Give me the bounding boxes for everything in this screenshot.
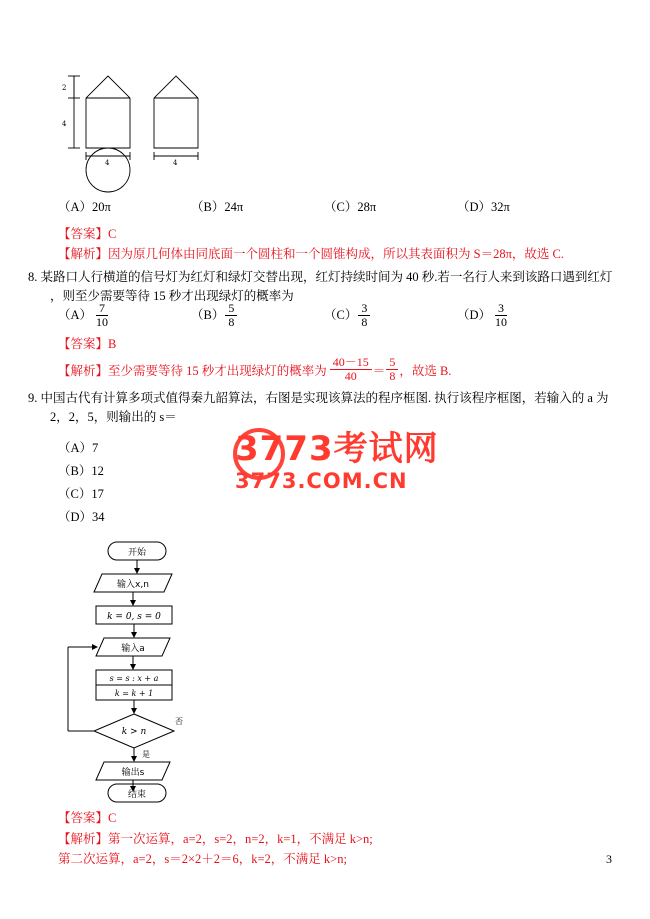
q8-option-c-fraction: $\frac{3}{8}$ <box>358 302 370 328</box>
q8-option-b-label: （B） <box>191 307 225 322</box>
q8-analysis <box>58 357 598 383</box>
q7-option-c[interactable] <box>324 198 457 217</box>
q9-answer <box>58 808 116 826</box>
q9-answer-tag: 【答案】 <box>58 811 109 825</box>
q7-option-d-label: （D） <box>457 200 492 214</box>
q8-answer <box>58 334 116 352</box>
q7-option-a-value: 20π <box>92 200 111 214</box>
q8-number: 8. <box>28 270 38 284</box>
q7-analysis-tag: 【解析】 <box>58 247 109 261</box>
q8-option-b-fraction: $\frac{5}{8}$ <box>225 302 237 328</box>
q8-stem <box>28 268 620 307</box>
watermark-main-text: 3773考试网 <box>235 429 439 469</box>
q8-option-a[interactable] <box>58 303 191 329</box>
q8-analysis-pre: 至少需要等待 15 秒才出现绿灯的概率为 <box>108 364 327 379</box>
q7-option-b[interactable] <box>191 198 324 217</box>
q9-options <box>58 437 105 530</box>
q8-option-a-label: （A） <box>58 307 93 322</box>
q9-analysis-text1: 第一次运算，a=2，s=2，n=2，k=1，不满足 k>n; <box>108 832 373 846</box>
q7-option-a-label: （A） <box>58 200 93 214</box>
watermark-sub-text: 3773.COM.CN <box>235 469 408 493</box>
q8-option-d-fraction: $\frac{3}{10}$ <box>495 301 508 329</box>
svg-text:结束: 结束 <box>127 790 147 800</box>
svg-text:是: 是 <box>142 750 150 759</box>
svg-text:输入x,n: 输入x,n <box>117 580 149 590</box>
q9-option-b[interactable]: （B）12 <box>58 464 104 479</box>
q8-text: 某路口人行横道的信号灯为红灯和绿灯交替出现，红灯持续时间为 40 秒.若一名行人来到该路口遇到红灯 ，则至少需要等待 15 秒才出现绿灯的概率为 <box>40 270 613 304</box>
q9-stem <box>28 389 625 428</box>
q8-option-c[interactable] <box>324 303 457 329</box>
q8-analysis-fraction-2: $\frac{5}{8}$ <box>386 356 398 382</box>
cylinder-cone-solid-diagram <box>58 70 228 195</box>
q8-options <box>58 303 598 329</box>
q9-option-a[interactable]: （A）7 <box>58 441 99 455</box>
q7-answer <box>58 224 116 242</box>
q7-option-d[interactable] <box>457 198 590 217</box>
q7-analysis <box>58 244 598 262</box>
q7-option-b-value: 24π <box>224 200 244 214</box>
q7-option-a[interactable] <box>58 198 191 217</box>
svg-text:2: 2 <box>62 84 67 92</box>
q8-option-a-fraction: $\frac{7}{10}$ <box>96 301 109 329</box>
q7-answer-value: C <box>108 227 117 241</box>
svg-text:开始: 开始 <box>127 548 147 558</box>
q8-analysis-fraction-1: $\frac{40-15}{40}$ <box>330 356 372 382</box>
q8-analysis-tag: 【解析】 <box>58 364 109 379</box>
q9-analysis-line1 <box>58 829 598 847</box>
svg-text:k = 0, s = 0: k = 0, s = 0 <box>107 612 161 622</box>
q8-option-c-label: （C） <box>324 307 358 322</box>
q8-analysis-equals: ＝ <box>372 364 386 379</box>
page-number: 3 <box>606 852 612 866</box>
q8-option-b[interactable] <box>191 303 324 329</box>
q7-option-b-label: （B） <box>191 200 225 214</box>
q9-answer-value: C <box>108 811 117 825</box>
watermark-circle-icon <box>233 428 285 480</box>
q7-answer-tag: 【答案】 <box>58 227 109 241</box>
q8-answer-value: B <box>108 337 117 351</box>
svg-text:输出s: 输出s <box>121 768 145 778</box>
svg-text:4: 4 <box>173 159 178 167</box>
q7-option-c-label: （C） <box>324 200 358 214</box>
q7-option-c-value: 28π <box>357 200 377 214</box>
svg-text:输入a: 输入a <box>121 644 145 654</box>
svg-text:s = s : x + a: s = s : x + a <box>109 674 159 683</box>
watermark <box>235 429 465 504</box>
svg-text:4: 4 <box>62 120 67 128</box>
q9-number: 9. <box>28 391 38 405</box>
q9-option-d[interactable]: （D）34 <box>58 510 105 525</box>
svg-text:4: 4 <box>105 159 110 167</box>
q8-option-d[interactable] <box>457 303 590 329</box>
q7-analysis-text: 因为原几何体由同底面一个圆柱和一个圆锥构成，所以其表面积为 S＝28π，故选 C. <box>108 247 564 261</box>
q8-answer-tag: 【答案】 <box>58 337 109 351</box>
q9-option-c[interactable]: （C）17 <box>58 487 104 502</box>
q7-option-d-value: 32π <box>491 200 510 214</box>
flowchart-diagram <box>58 538 238 803</box>
q8-option-d-label: （D） <box>457 307 492 322</box>
q9-analysis-tag: 【解析】 <box>58 832 109 846</box>
q8-analysis-post: ，故选 B. <box>399 364 452 379</box>
svg-text:否: 否 <box>175 717 183 726</box>
q9-analysis-text2: 第二次运算，a=2，s＝2×2＋2＝6，k=2，不满足 k>n; <box>58 852 347 866</box>
q7-options <box>58 198 598 217</box>
q9-analysis-line2 <box>58 849 598 867</box>
svg-text:k = k + 1: k = k + 1 <box>114 689 154 698</box>
q9-text: 中国古代有计算多项式值得秦九韶算法，右图是实现该算法的程序框图. 执行该程序框图，若输入的 a 为 2，2，5，则输出的 s＝ <box>40 391 609 425</box>
svg-text:k > n: k > n <box>121 727 147 737</box>
